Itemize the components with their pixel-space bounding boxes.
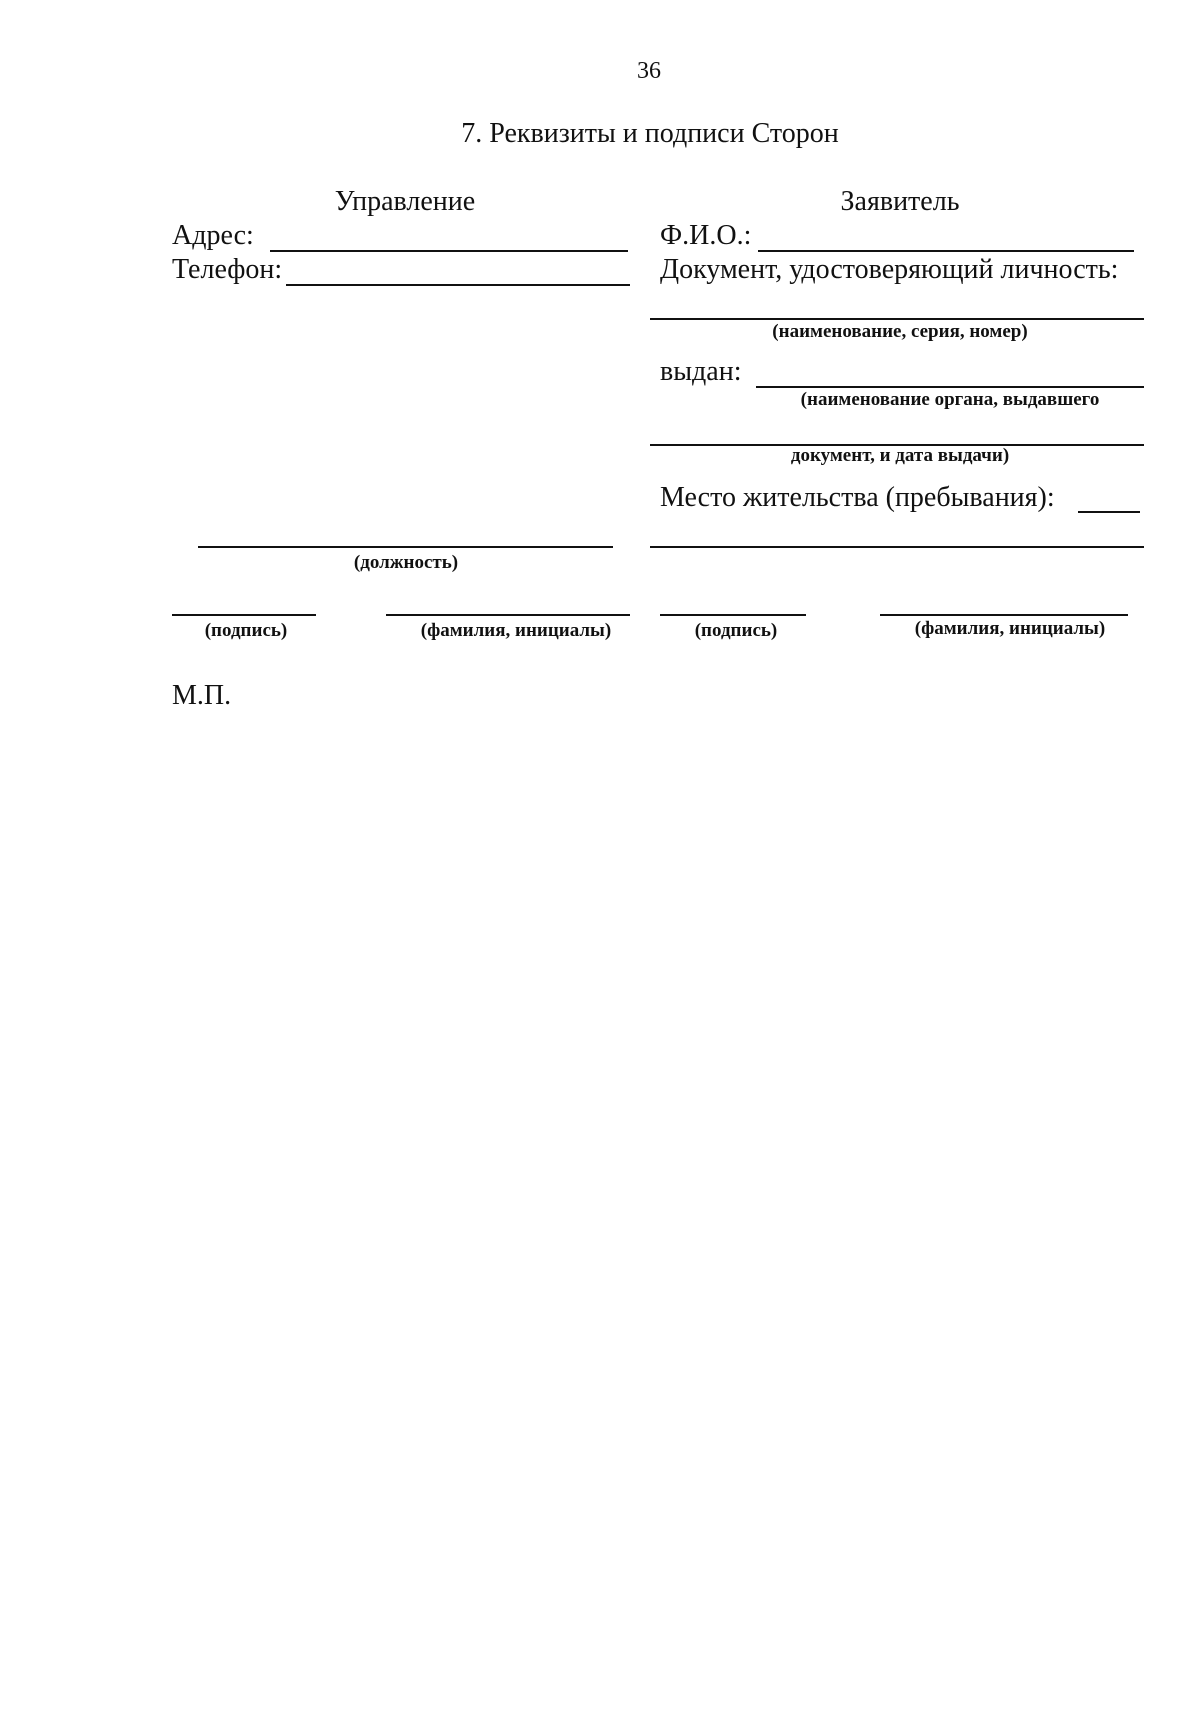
issued-field[interactable] xyxy=(756,386,1144,388)
left-party-heading: Управление xyxy=(334,186,476,217)
id-document-label: Документ, удостоверяющий личность: xyxy=(660,254,1119,285)
position-field[interactable] xyxy=(198,546,613,548)
address-label: Адрес: xyxy=(172,220,254,251)
issuer-caption-line2: документ, и дата выдачи) xyxy=(790,445,1010,466)
right-signature-field[interactable] xyxy=(660,614,806,616)
address-field[interactable] xyxy=(270,250,628,252)
residence-label: Место жительства (пребывания): xyxy=(660,482,1055,513)
issued-label: выдан: xyxy=(660,356,742,387)
issuer-caption-line1: (наименование органа, выдавшего xyxy=(800,389,1100,410)
residence-field[interactable] xyxy=(1078,511,1140,513)
right-signature-caption: (подпись) xyxy=(694,620,778,641)
residence-field-line2[interactable] xyxy=(650,546,1144,548)
phone-label: Телефон: xyxy=(172,254,283,285)
left-signature-caption: (подпись) xyxy=(204,620,288,641)
left-name-caption: (фамилия, инициалы) xyxy=(420,620,612,641)
stamp-place-label: М.П. xyxy=(172,680,232,711)
section-title: 7. Реквизиты и подписи Сторон xyxy=(461,118,839,149)
left-name-field[interactable] xyxy=(386,614,630,616)
left-signature-field[interactable] xyxy=(172,614,316,616)
id-document-caption: (наименование, серия, номер) xyxy=(772,321,1028,342)
right-party-heading: Заявитель xyxy=(840,186,960,217)
right-name-caption: (фамилия, инициалы) xyxy=(914,618,1106,639)
fio-label: Ф.И.О.: xyxy=(660,220,752,251)
position-caption: (должность) xyxy=(353,552,459,573)
fio-field[interactable] xyxy=(758,250,1134,252)
page-number: 36 xyxy=(637,58,661,84)
phone-field[interactable] xyxy=(286,284,630,286)
right-name-field[interactable] xyxy=(880,614,1128,616)
id-document-field[interactable] xyxy=(650,318,1144,320)
